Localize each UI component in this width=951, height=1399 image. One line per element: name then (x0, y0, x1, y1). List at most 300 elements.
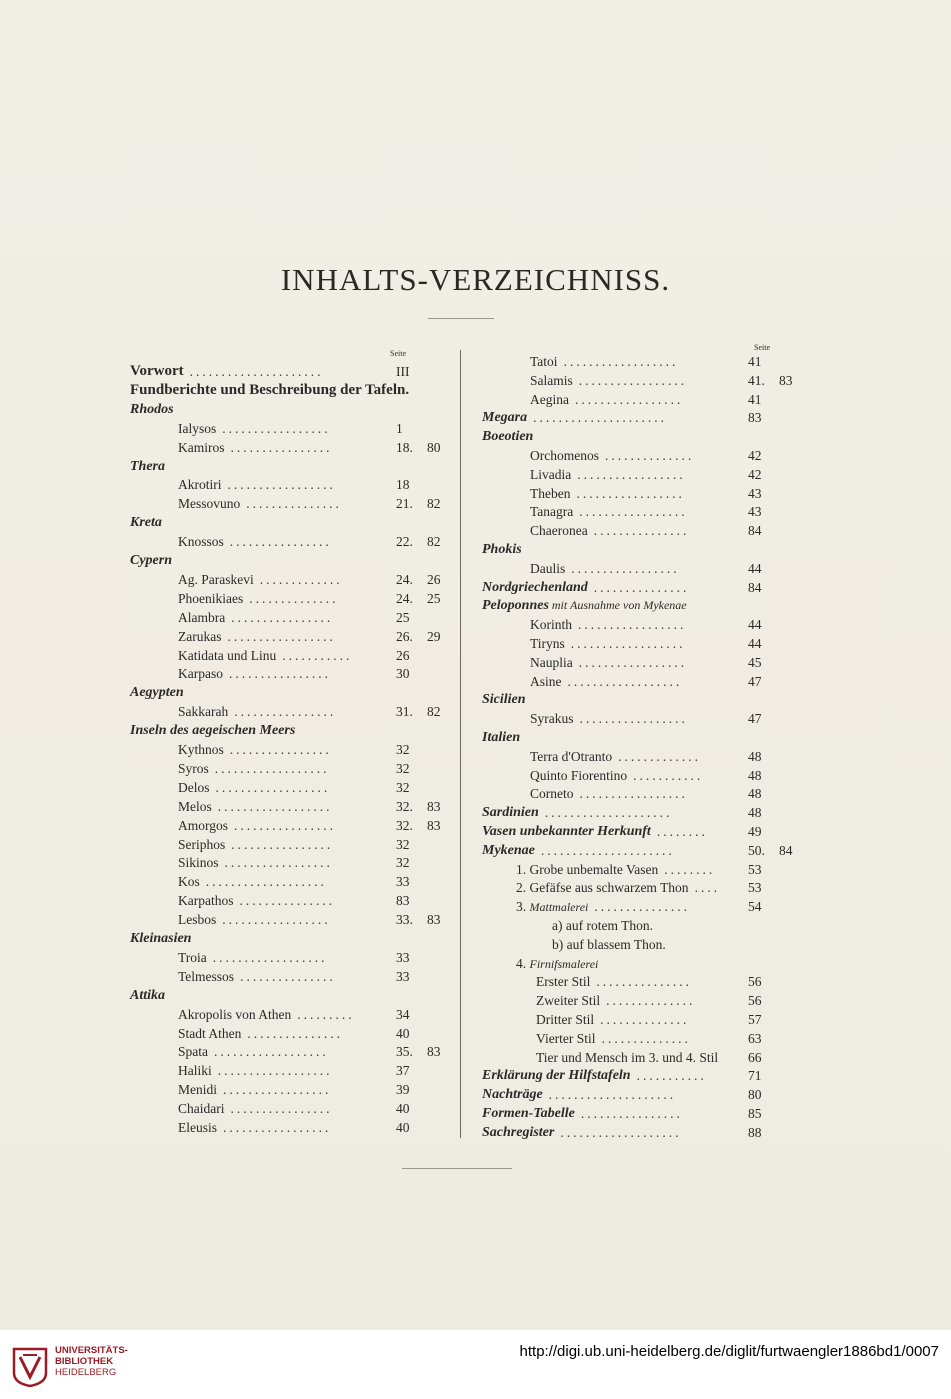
entry-title: Kythnos (178, 742, 224, 757)
entry-title: Amorgos (178, 817, 229, 833)
entry-title: Chaidari (178, 1101, 225, 1117)
dot-leader: ..................... (189, 364, 324, 379)
toc-entry (130, 891, 450, 910)
toc-entry (130, 646, 450, 665)
toc-entry (130, 929, 450, 948)
page-number: 54 (748, 899, 762, 915)
toc-entry (130, 438, 450, 457)
page-number: 24. (396, 571, 413, 587)
entry-title: Lesbos (178, 912, 217, 928)
toc-entry (482, 408, 812, 427)
dot-leader: ............. (618, 748, 701, 764)
entry-title: Vasen unbekannter Herkunft (482, 824, 651, 839)
dot-leader: ................ (229, 742, 332, 757)
page-number: 33. (396, 912, 413, 928)
toc-entry (130, 551, 450, 570)
dot-leader: ................. (579, 504, 688, 520)
page-number: III (396, 364, 410, 379)
page-number: 30 (396, 666, 410, 682)
page-number: 80 (748, 1087, 762, 1103)
page-number: 32 (396, 742, 410, 757)
toc-entry (482, 352, 812, 371)
dot-leader: ................. (227, 628, 336, 644)
entry-title: Thera (130, 458, 165, 474)
source-url-link[interactable]: http://digi.ub.uni-heidelberg.de/diglit/furtwaengler1886bd1/0007 (519, 1343, 939, 1360)
dot-leader: .................. (215, 779, 331, 795)
toc-entry (130, 797, 450, 816)
entry-title: Boeotien (482, 429, 534, 445)
toc-entry (482, 1029, 812, 1048)
page-number-secondary: 83 (427, 1044, 441, 1060)
page-number: 48 (748, 748, 762, 764)
toc-entry (482, 484, 812, 503)
dot-leader: .................. (563, 354, 679, 369)
page-number-secondary: 82 (427, 496, 441, 512)
toc-entry (130, 910, 450, 929)
page-number: 32. (396, 798, 413, 814)
page-number: 50. (748, 842, 765, 858)
toc-entry (482, 747, 812, 766)
page-number: 40 (396, 1101, 410, 1117)
toc-entry (130, 1080, 450, 1099)
page-number: 63 (748, 1030, 762, 1046)
entry-title: Livadia (530, 466, 572, 482)
dot-leader: ............... (596, 974, 692, 990)
page-number: 26. (396, 628, 413, 644)
dot-leader: ................. (574, 391, 684, 407)
entry-title: Erster Stil (536, 974, 591, 990)
toc-entry (482, 841, 812, 860)
page-number: 33 (396, 968, 410, 984)
dot-leader: ............... (593, 579, 690, 595)
page-number: 1 (396, 420, 403, 436)
page-title: INHALTS-VERZEICHNISS. (280, 262, 671, 297)
entry-title: Karpathos (178, 893, 234, 909)
toc-entry (130, 457, 450, 476)
entry-title: Daulis (530, 560, 566, 576)
toc-entry (130, 532, 450, 551)
library-name-line2: BIBLIOTHEK (55, 1356, 114, 1367)
toc-entry (130, 721, 450, 740)
page-number: 43 (748, 485, 762, 501)
toc-entry (482, 1085, 812, 1104)
entry-title: Korinth (530, 617, 572, 633)
dot-leader: .................. (214, 1044, 329, 1060)
entry-title: Sardinien (482, 805, 539, 821)
toc-entry (130, 778, 450, 797)
dot-leader: ................ (234, 817, 337, 833)
dot-leader: ................. (576, 485, 685, 501)
dot-leader: ................ (234, 704, 337, 720)
toc-entry (482, 690, 812, 709)
toc-entry (130, 1005, 450, 1024)
page-number: 49 (748, 824, 762, 839)
dot-leader: ............... (240, 968, 336, 984)
page-number: 48 (748, 786, 762, 802)
toc-entry (482, 653, 812, 672)
page-number: 18. (396, 439, 413, 455)
dot-leader: ................... (205, 874, 327, 890)
dot-leader: .............. (604, 448, 695, 463)
page-number: 44 (748, 617, 762, 633)
dot-leader: .................. (567, 673, 683, 689)
entry-title: Italien (482, 730, 521, 745)
entry-title: Mykenae (482, 842, 535, 858)
page-number: 42 (748, 466, 762, 482)
toc-entry (130, 570, 450, 589)
footer-bar (0, 1330, 951, 1399)
entry-title: Theben (530, 485, 571, 501)
toc-entry (482, 1010, 812, 1029)
toc-entry (482, 578, 812, 597)
dot-leader: ................ (230, 1101, 333, 1117)
page-number: 71 (748, 1068, 762, 1084)
entry-title: Nauplia (530, 654, 573, 670)
toc-entry (130, 494, 450, 513)
entry-title: Syros (178, 760, 209, 776)
toc-entry (482, 446, 812, 465)
page-number: 53 (748, 861, 762, 877)
page-number: 83 (748, 410, 762, 426)
dot-leader: ................. (227, 477, 336, 493)
dot-leader: ........ (664, 861, 716, 877)
toc-entry (130, 475, 450, 494)
entry-title: Aegina (530, 391, 569, 407)
page-number: 44 (748, 560, 762, 576)
toc-entry (130, 1042, 450, 1061)
page-number: 48 (748, 805, 762, 821)
toc-entry (130, 853, 450, 872)
toc-entry (482, 521, 812, 540)
page-number: 37 (396, 1063, 410, 1079)
dot-leader: ............... (594, 899, 690, 915)
entry-title: Zarukas (178, 628, 222, 644)
toc-entry (482, 390, 812, 409)
entry-title: Stadt Athen (178, 1025, 242, 1041)
toc-entry (482, 991, 812, 1010)
dot-leader: ................ (580, 1106, 683, 1121)
toc-entry (482, 1048, 812, 1067)
entry-title: Knossos (178, 534, 224, 550)
toc-entry (482, 1104, 812, 1123)
toc-entry (482, 728, 812, 747)
entry-title: Melos (178, 798, 212, 814)
dot-leader: ........ (656, 824, 708, 839)
entry-title: Asine (530, 673, 562, 689)
page-number: 42 (748, 448, 762, 463)
dot-leader: ................. (571, 560, 680, 576)
page-number: 84 (748, 579, 762, 595)
dot-leader: ................. (578, 617, 687, 633)
entry-title: Delos (178, 779, 210, 795)
toc-entry (482, 1123, 812, 1142)
entry-title: Kamiros (178, 439, 225, 455)
toc-entry (482, 371, 812, 390)
dot-leader: ................ (228, 666, 331, 682)
page-number-secondary: 25 (427, 590, 441, 606)
toc-entry (130, 759, 450, 778)
page-number: 21. (396, 496, 413, 512)
entry-title: Katidata und Linu (178, 647, 277, 663)
university-seal-icon (10, 1343, 50, 1387)
toc-entry (482, 615, 812, 634)
dot-leader: ................. (222, 912, 331, 928)
library-name-line3: HEIDELBERG (55, 1367, 117, 1378)
page-number: 53 (748, 880, 762, 896)
dot-leader: .................. (570, 636, 686, 651)
toc-right-column (482, 352, 812, 1142)
dot-leader: ............... (593, 523, 690, 539)
bottom-rule (402, 1168, 512, 1169)
page-number: 66 (748, 1049, 762, 1065)
page-number: 88 (748, 1124, 762, 1140)
page-number: 18 (396, 477, 410, 493)
dot-leader: ................. (577, 466, 686, 482)
dot-leader: ................. (223, 1120, 332, 1135)
dot-leader: .............. (606, 993, 696, 1009)
toc-entry (482, 803, 812, 822)
page-number-secondary: 82 (427, 704, 441, 720)
dot-leader: .............. (249, 590, 339, 606)
toc-entry (482, 634, 812, 653)
entry-title: Aegypten (130, 685, 184, 701)
entry-title: Sakkarah (178, 704, 229, 720)
dot-leader: ................ (231, 609, 334, 625)
entry-title: Eleusis (178, 1120, 217, 1135)
page-number: 48 (748, 767, 762, 783)
dot-leader: ................. (579, 786, 688, 802)
page-number-secondary: 83 (427, 798, 441, 814)
entry-title: Kleinasien (130, 931, 192, 946)
entry-title-italic: Firnifsmalerei (529, 956, 599, 971)
page-number: 57 (748, 1012, 762, 1027)
toc-entry (482, 502, 812, 521)
toc-entry (482, 954, 812, 973)
page-number: 41 (748, 354, 762, 369)
entry-title: Tiryns (530, 636, 565, 651)
toc-entry (482, 465, 812, 484)
page-number-secondary: 83 (427, 817, 441, 833)
dot-leader: .................. (212, 949, 328, 965)
dot-leader: ................. (222, 420, 331, 436)
entry-title: Megara (482, 410, 528, 426)
entry-title: Tanagra (530, 504, 574, 520)
entry-title: Salamis (530, 372, 573, 388)
entry-title: Phoenikiaes (178, 590, 244, 606)
page-number: 24. (396, 590, 413, 606)
entry-title: Cypern (130, 553, 172, 568)
page-number: 25 (396, 609, 410, 625)
toc-entry (482, 559, 812, 578)
page-number: 33 (396, 949, 410, 965)
page-number: 32. (396, 817, 413, 833)
entry-title: Chaeronea (530, 523, 588, 539)
entry-title: Akrotiri (178, 477, 222, 493)
entry-title: Ag. Paraskevi (178, 571, 254, 587)
entry-title: Messovuno (178, 496, 241, 512)
toc-entry (130, 948, 450, 967)
dot-leader: ................. (223, 1082, 332, 1098)
entry-title: Rhodos (130, 401, 174, 417)
toc-entry (130, 627, 450, 646)
toc-left-column (130, 362, 450, 1142)
entry-title: Erklärung der Hilfstafeln (482, 1068, 631, 1084)
page-number: 85 (748, 1106, 762, 1121)
dot-leader: ................... (560, 1124, 682, 1140)
dot-leader: ................ (230, 439, 333, 455)
dot-leader: .................... (548, 1087, 677, 1103)
toc-entry (130, 589, 450, 608)
entry-title: Troia (178, 949, 207, 965)
toc-entry (130, 702, 450, 721)
toc-entry (482, 878, 812, 897)
page-number: 43 (748, 504, 762, 520)
entry-title: Menidi (178, 1082, 217, 1098)
entry-title: Haliki (178, 1063, 212, 1079)
page-number: 32 (396, 760, 410, 776)
entry-subtitle: mit Ausnahme von Mykenae (548, 598, 687, 613)
page-number-secondary: 83 (779, 372, 793, 388)
dot-leader: ..................... (540, 842, 675, 858)
toc-entry (130, 740, 450, 759)
dot-leader: ........... (282, 647, 353, 663)
page-number: 31. (396, 704, 413, 720)
page-number: 39 (396, 1082, 410, 1098)
toc-entry (130, 816, 450, 835)
dot-leader: ........... (636, 1068, 707, 1084)
dot-leader: ............. (259, 571, 343, 587)
toc-entry (130, 683, 450, 702)
toc-entry (130, 381, 450, 400)
toc-entry (482, 709, 812, 728)
dot-leader: ......... (297, 1006, 355, 1022)
seite-label-right: Seite (754, 343, 770, 352)
page-number: 34 (396, 1006, 410, 1022)
toc-entry (130, 1118, 450, 1137)
dot-leader: .................. (217, 1063, 333, 1079)
entry-title: Syrakus (530, 711, 574, 727)
toc-entry (130, 400, 450, 419)
toc-entry (130, 664, 450, 683)
page-number: 41. (748, 372, 765, 388)
toc-entry (482, 822, 812, 841)
page-number-secondary: 29 (427, 628, 441, 644)
page-number: 40 (396, 1025, 410, 1041)
page-number-secondary: 26 (427, 571, 441, 587)
page-number: 22. (396, 534, 413, 550)
entry-title: Tatoi (530, 354, 558, 369)
toc-entry (130, 1024, 450, 1043)
entry-title: Vierter Stil (536, 1030, 596, 1046)
toc-entry (482, 935, 812, 954)
entry-title: Sikinos (178, 855, 219, 871)
column-divider (460, 350, 461, 1138)
entry-title: Fundberichte und Beschreibung der Tafeln. (130, 381, 410, 398)
toc-entry (482, 766, 812, 785)
library-name-line1: UNIVERSITÄTS- (55, 1345, 128, 1356)
entry-title: Kos (178, 874, 200, 890)
toc-entry (482, 897, 812, 916)
entry-title: Corneto (530, 786, 574, 802)
page-number: 47 (748, 673, 762, 689)
entry-title: Formen-Tabelle (482, 1106, 575, 1121)
entry-title: Ialysos (178, 420, 217, 436)
dot-leader: ................ (231, 836, 334, 852)
entry-title: Karpaso (178, 666, 223, 682)
toc-entry (482, 916, 812, 935)
dot-leader: .... (694, 880, 721, 896)
toc-entry (482, 860, 812, 879)
toc-entry (482, 596, 812, 615)
page-number: 84 (748, 523, 762, 539)
dot-leader: .................. (214, 760, 330, 776)
entry-title-italic: Mattmalerei (529, 900, 589, 915)
toc-entry (482, 540, 812, 559)
dot-leader: .................. (217, 798, 333, 814)
dot-leader: ................. (579, 711, 688, 727)
entry-title: Nordgriechenland (482, 579, 588, 595)
entry-title: 3. Mattmalerei (516, 899, 589, 915)
page-number: 45 (748, 654, 762, 670)
page-number: 83 (396, 893, 410, 909)
dot-leader: .............. (601, 1030, 691, 1046)
page-number: 56 (748, 993, 762, 1009)
toc-entry (130, 1061, 450, 1080)
entry-title: Zweiter Stil (536, 993, 601, 1009)
page-number-secondary: 80 (427, 439, 441, 455)
entry-title: 1. Grobe unbemalte Vasen (516, 861, 659, 877)
page-number-secondary: 82 (427, 534, 441, 550)
page-number-secondary: 84 (779, 842, 793, 858)
entry-title: Tier und Mensch im 3. und 4. Stil (536, 1049, 719, 1065)
dot-leader: ................. (578, 372, 688, 388)
dot-leader: .................... (544, 805, 673, 821)
entry-title: Telmessos (178, 968, 235, 984)
toc-entry (130, 967, 450, 986)
entry-title: a) auf rotem Thon. (552, 918, 653, 933)
dot-leader: ................. (578, 654, 688, 670)
page-number: 32 (396, 779, 410, 795)
entry-title: Sicilien (482, 692, 526, 708)
toc-entry (482, 784, 812, 803)
dot-leader: .............. (600, 1012, 690, 1027)
seite-label-left: Seite (390, 349, 406, 358)
entry-title: Spata (178, 1044, 208, 1060)
page-number: 26 (396, 647, 410, 663)
dot-leader: ........... (633, 767, 704, 783)
toc-entry (482, 972, 812, 991)
toc-entry (130, 835, 450, 854)
toc-entry (482, 1066, 812, 1085)
page-number: 41 (748, 391, 762, 407)
dot-leader: ............... (246, 496, 342, 512)
entry-title: Peloponnes mit Ausnahme von Mykenae (482, 598, 687, 614)
entry-title: Nachträge (482, 1087, 543, 1103)
dot-leader: ............... (247, 1025, 343, 1041)
entry-title: Seriphos (178, 836, 226, 852)
toc-entry (130, 419, 450, 438)
dot-leader: ................ (229, 534, 332, 550)
dot-leader: ................. (224, 855, 333, 871)
entry-title: 2. Gefäfse aus schwarzem Thon (516, 880, 689, 896)
toc-entry (482, 672, 812, 691)
entry-title: Akropolis von Athen (178, 1006, 292, 1022)
toc-entry (130, 986, 450, 1005)
library-name (55, 1345, 128, 1378)
toc-entry (482, 427, 812, 446)
entry-title: 4. Firnifsmalerei (516, 955, 599, 971)
page-number: 33 (396, 874, 410, 890)
